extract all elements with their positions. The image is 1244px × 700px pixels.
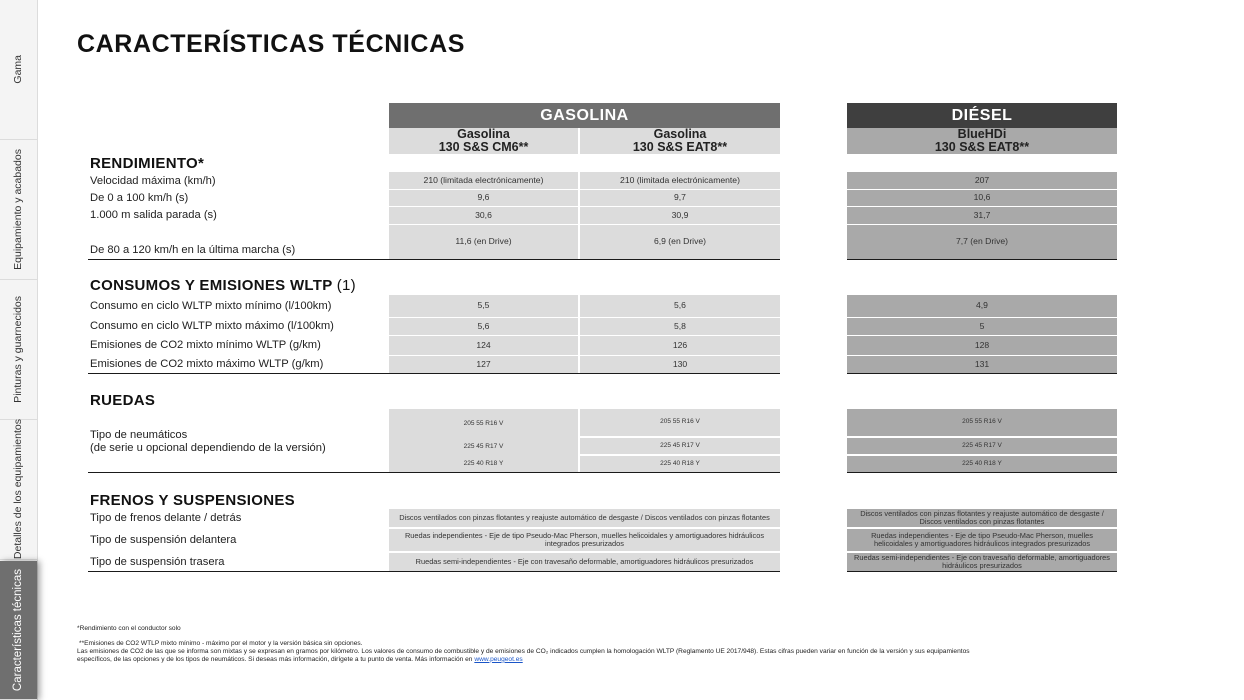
divider (847, 373, 1117, 374)
value-cell: 5,6 (580, 295, 780, 317)
divider (88, 571, 780, 572)
side-tab-equipamiento[interactable]: Equipamiento y acabados (0, 140, 37, 280)
column-header-diesel-eat8: BlueHDi 130 S&S EAT8** (847, 128, 1117, 154)
value-cell: 5 (847, 318, 1117, 335)
spec-cell: Ruedas semi-independientes - Eje con travesaño deformable, amortiguadores hidráulicos presurizados (847, 553, 1117, 571)
spec-cell: Ruedas independientes - Eje de tipo Pseudo-Mac Pherson, muelles helicoidales y amortiguadores hidráulicos integrados presurizados (847, 529, 1117, 551)
row-label: Tipo de suspensión trasera (90, 556, 225, 568)
value-cell: 130 (580, 356, 780, 373)
side-navigation (0, 0, 38, 700)
diesel-header: DIÉSEL (847, 103, 1117, 128)
side-tab-caracteristicas[interactable]: Características técnicas (0, 561, 37, 700)
value-cell: 30,6 (389, 207, 578, 224)
value-cell: 31,7 (847, 207, 1117, 224)
tire-cell: 225 40 R18 Y (847, 456, 1117, 472)
value-cell: 127 (389, 356, 578, 373)
gasolina-header: GASOLINA (389, 103, 780, 128)
spec-cell: Ruedas semi-independientes - Eje con travesaño deformable, amortiguadores hidráulicos presurizados (389, 553, 780, 571)
value-cell: 210 (limitada electrónicamente) (389, 172, 578, 189)
divider (88, 259, 780, 260)
row-label: Consumo en ciclo WLTP mixto mínimo (l/100km) (90, 300, 332, 312)
row-label-neumaticos: Tipo de neumáticos (de serie u opcional dependiendo de la versión) (90, 429, 326, 454)
value-cell: 30,9 (580, 207, 780, 224)
row-label: De 0 a 100 km/h (s) (90, 192, 189, 204)
side-tab-pinturas[interactable]: Pinturas y guarnecidos (0, 280, 37, 420)
spec-cell: Discos ventilados con pinzas flotantes y reajuste automático de desgaste / Discos ventilados con pinzas flotantes (389, 509, 780, 527)
value-cell: 131 (847, 356, 1117, 373)
divider (88, 373, 780, 374)
divider (847, 259, 1117, 260)
value-cell: 10,6 (847, 190, 1117, 206)
section-title-consumos: CONSUMOS Y EMISIONES WLTP (1) (90, 277, 356, 294)
tire-cell: 225 45 R17 V (847, 438, 1117, 454)
tire-cell: 225 40 R18 Y (389, 456, 578, 472)
row-label: Emisiones de CO2 mixto mínimo WLTP (g/km) (90, 339, 321, 351)
value-cell: 7,7 (en Drive) (847, 225, 1117, 259)
tire-cell: 205 55 R16 V (580, 409, 780, 436)
row-label: Velocidad máxima (km/h) (90, 175, 216, 187)
row-label: 1.000 m salida parada (s) (90, 209, 217, 221)
value-cell: 6,9 (en Drive) (580, 225, 780, 259)
divider (847, 571, 1117, 572)
peugeot-link[interactable]: www.peugeot.es (474, 655, 523, 663)
column-header-gasolina-cm6: Gasolina 130 S&S CM6** (389, 128, 578, 154)
tire-cell: 225 40 R18 Y (580, 456, 780, 472)
value-cell: 126 (580, 336, 780, 355)
tire-cell: 225 45 R17 V (580, 438, 780, 454)
value-cell: 5,5 (389, 295, 578, 317)
side-tab-detalles[interactable]: Detalles de los equipamientos (0, 420, 37, 560)
value-cell: 9,7 (580, 190, 780, 206)
divider (88, 472, 780, 473)
row-label: Tipo de frenos delante / detrás (90, 512, 242, 524)
tire-cell: 205 55 R16 V (389, 409, 578, 439)
tire-cell: 205 55 R16 V (847, 409, 1117, 436)
value-cell: 9,6 (389, 190, 578, 206)
footnote-emisiones: **Emisiones de CO2 WTLP mixto mínimo - máximo por el motor y la versión básica sin opciones. Las emisiones de CO2 de las que se informa son mixtas y se expresan en gramos por kilómetro. Los valores de consumo de combustible y de emisiones de CO₂ indicados cumplen la homologación WLTP (Reglamento UE 2017/948). Estas cifras pueden variar en función de la versión y sus equipamientos específicos, de las opciones y de los tipos de neumáticos. Si deseas más información, dirígete a tu punto de venta. Más información en www.peugeot.es (77, 640, 970, 663)
value-cell: 210 (limitada electrónicamente) (580, 172, 780, 189)
tire-cell: 225 45 R17 V (389, 439, 578, 456)
side-tab-gama[interactable]: Gama (0, 0, 37, 140)
spec-cell: Ruedas independientes - Eje de tipo Pseudo-Mac Pherson, muelles helicoidales y amortiguadores hidráulicos integrados presurizados (389, 529, 780, 551)
spec-cell: Discos ventilados con pinzas flotantes y reajuste automático de desgaste / Discos ventilados con pinzas flotantes (847, 509, 1117, 527)
row-label: Tipo de suspensión delantera (90, 534, 237, 546)
section-title-ruedas: RUEDAS (90, 392, 156, 409)
value-cell: 128 (847, 336, 1117, 355)
page-title: CARACTERÍSTICAS TÉCNICAS (77, 30, 466, 58)
value-cell: 11,6 (en Drive) (389, 225, 578, 259)
footnote-rendimiento: *Rendimiento con el conductor solo (77, 625, 181, 632)
section-title-rendimiento: RENDIMIENTO* (90, 155, 205, 172)
row-label: De 80 a 120 km/h en la última marcha (s) (90, 244, 296, 256)
value-cell: 207 (847, 172, 1117, 189)
value-cell: 5,6 (389, 318, 578, 335)
column-header-gasolina-eat8: Gasolina 130 S&S EAT8** (580, 128, 780, 154)
section-title-frenos: FRENOS Y SUSPENSIONES (90, 492, 295, 509)
value-cell: 124 (389, 336, 578, 355)
value-cell: 4,9 (847, 295, 1117, 317)
divider (847, 472, 1117, 473)
row-label: Emisiones de CO2 mixto máximo WLTP (g/km) (90, 358, 324, 370)
value-cell: 5,8 (580, 318, 780, 335)
row-label: Consumo en ciclo WLTP mixto máximo (l/100km) (90, 320, 334, 332)
